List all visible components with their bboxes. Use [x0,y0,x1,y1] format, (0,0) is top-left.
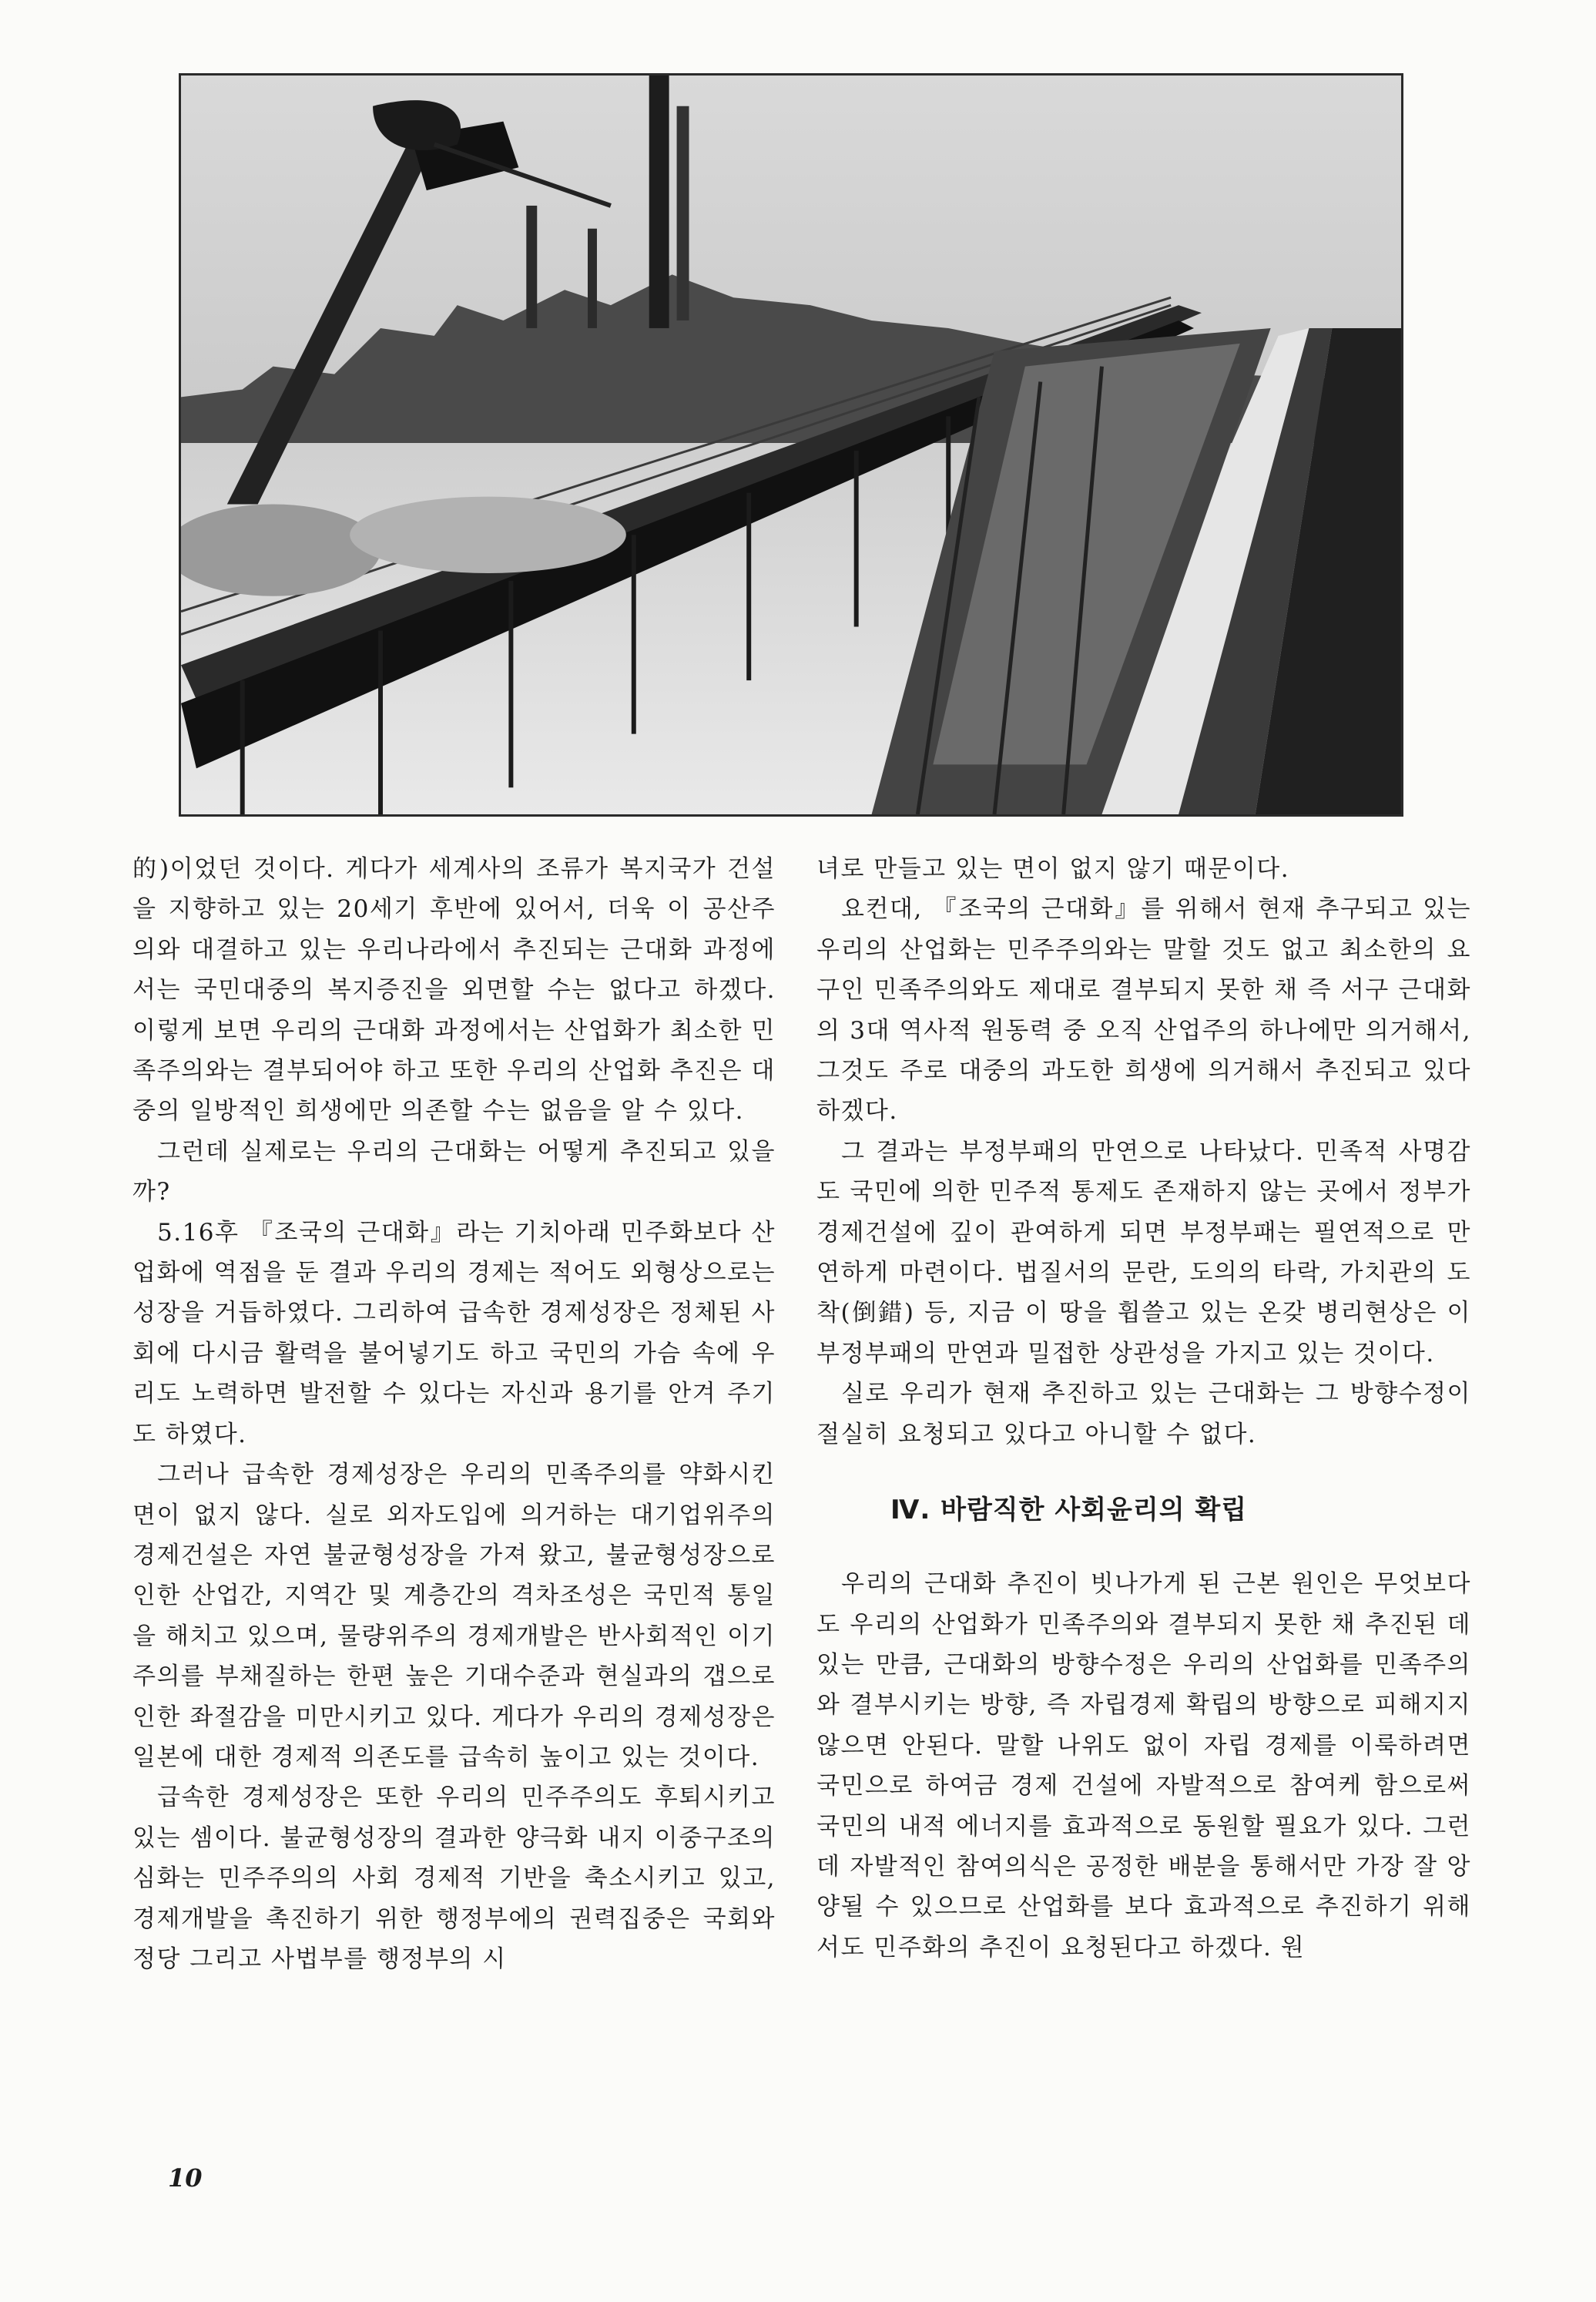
page-number: 10 [168,2163,203,2193]
left-text-column [132,849,776,1979]
right-paragraph-2: 요컨대, 『조국의 근대화』를 위해서 현재 추구되고 있는 우리의 산업화는 민주주의와는 말할 것도 없고 최소한의 요구인 민족주의와도 제대로 결부되지 못한 채 즉 서구 근대화의 3대 역사적 원동력 중 오직 산업주의 하나에만 의거해서, 그것도 주로 대중의 과도한 희생에 의거해서 추진되고 있다 하겠다. [816,895,1471,1126]
right-text-column [816,849,1471,1968]
industrial-plant-photo-drawing [181,76,1401,814]
right-paragraph-4: 실로 우리가 현재 추진하고 있는 근대화는 그 방향수정이 절실히 요청되고 있다고 아니할 수 없다. [816,1380,1471,1448]
right-paragraph-3: 그 결과는 부정부패의 만연으로 나타났다. 민족적 사명감도 국민에 의한 민주적 통제도 존재하지 않는 곳에서 정부가 경제건설에 깊이 관여하게 되면 부정부패는 필연적으로 만연하게 마련이다. 법질서의 문란, 도의의 타락, 가치관의 도착(倒錯) 등, 지금 이 땅을 휩쓸고 있는 온갖 병리현상은 이 부정부패의 만연과 밀접한 상관성을 가지고 있는 것이다. [816,1137,1471,1367]
left-paragraph-5: 급속한 경제성장은 또한 우리의 민주주의도 후퇴시키고 있는 셈이다. 불균형성장의 결과한 양극화 내지 이중구조의 심화는 민주주의의 사회 경제적 기반을 축소시키고 있고, 경제개발을 촉진하기 위한 행정부에의 권력집중은 국회와 정당 그리고 사법부를 행정부의 시 [132,1784,776,1973]
left-paragraph-4: 그러나 급속한 경제성장은 우리의 민족주의를 약화시킨 면이 없지 않다. 실로 외자도입에 의거하는 대기업위주의 경제건설은 자연 불균형성장을 가져 왔고, 불균형성장으로 인한 산업간, 지역간 및 계층간의 격차조성은 국민적 통일을 해치고 있으며, 물량위주의 경제개발은 반사회적인 이기주의를 부채질하는 한편 높은 기대수준과 현실과의 갭으로 인한 좌절감을 미만시키고 있다. 게다가 우리의 경제성장은 일본에 대한 경제적 의존도를 급속히 높이고 있는 것이다. [132,1461,776,1771]
right-paragraph-1: 녀로 만들고 있는 면이 없지 않기 때문이다. [816,855,1290,883]
industrial-plant-photo [179,73,1403,817]
right-paragraph-5: 우리의 근대화 추진이 빗나가게 된 근본 원인은 무엇보다도 우리의 산업화가 민족주의와 결부되지 못한 채 추진된 데 있는 만큼, 근대화의 방향수정은 우리의 산업화를 민족주의와 결부시키는 방향, 즉 자립경제 확립의 방향으로 피해지지 않으면 안된다. 말할 나위도 없이 자립 경제를 이룩하려면 국민으로 하여금 경제 건설에 자발적으로 참여케 함으로써 국민의 내적 에너지를 효과적으로 동원할 필요가 있다. 그런데 자발적인 참여의식은 공정한 배분을 통해서만 가장 잘 앙양될 수 있으므로 산업화를 보다 효과적으로 추진하기 위해서도 민주화의 추진이 요청된다고 하겠다. 원 [816,1570,1471,1961]
section-heading: Ⅳ. 바람직한 사회윤리의 확립 [890,1495,1248,1526]
left-paragraph-2: 그런데 실제로는 우리의 근대화는 어떻게 추진되고 있을까? [132,1137,776,1206]
left-paragraph-3: 5.16후 『조국의 근대화』라는 기치아래 민주화보다 산업화에 역점을 둔 결과 우리의 경제는 적어도 외형상으로는 성장을 거듭하였다. 그리하여 급속한 경제성장은 정체된 사회에 다시금 활력을 불어넣기도 하고 국민의 가슴 속에 우리도 노력하면 발전할 수 있다는 자신과 용기를 안겨 주기도 하였다. [132,1218,776,1448]
left-paragraph-1: 的)이었던 것이다. 게다가 세계사의 조류가 복지국가 건설을 지향하고 있는 20세기 후반에 있어서, 더욱 이 공산주의와 대결하고 있는 우리나라에서 추진되는 근대화 과정에서는 국민대중의 복지증진을 외면할 수는 없다고 하겠다. 이렇게 보면 우리의 근대화 과정에서는 산업화가 최소한 민족주의와는 결부되어야 하고 또한 우리의 산업화 추진은 대중의 일방적인 희생에만 의존할 수는 없음을 알 수 있다. [132,855,776,1126]
